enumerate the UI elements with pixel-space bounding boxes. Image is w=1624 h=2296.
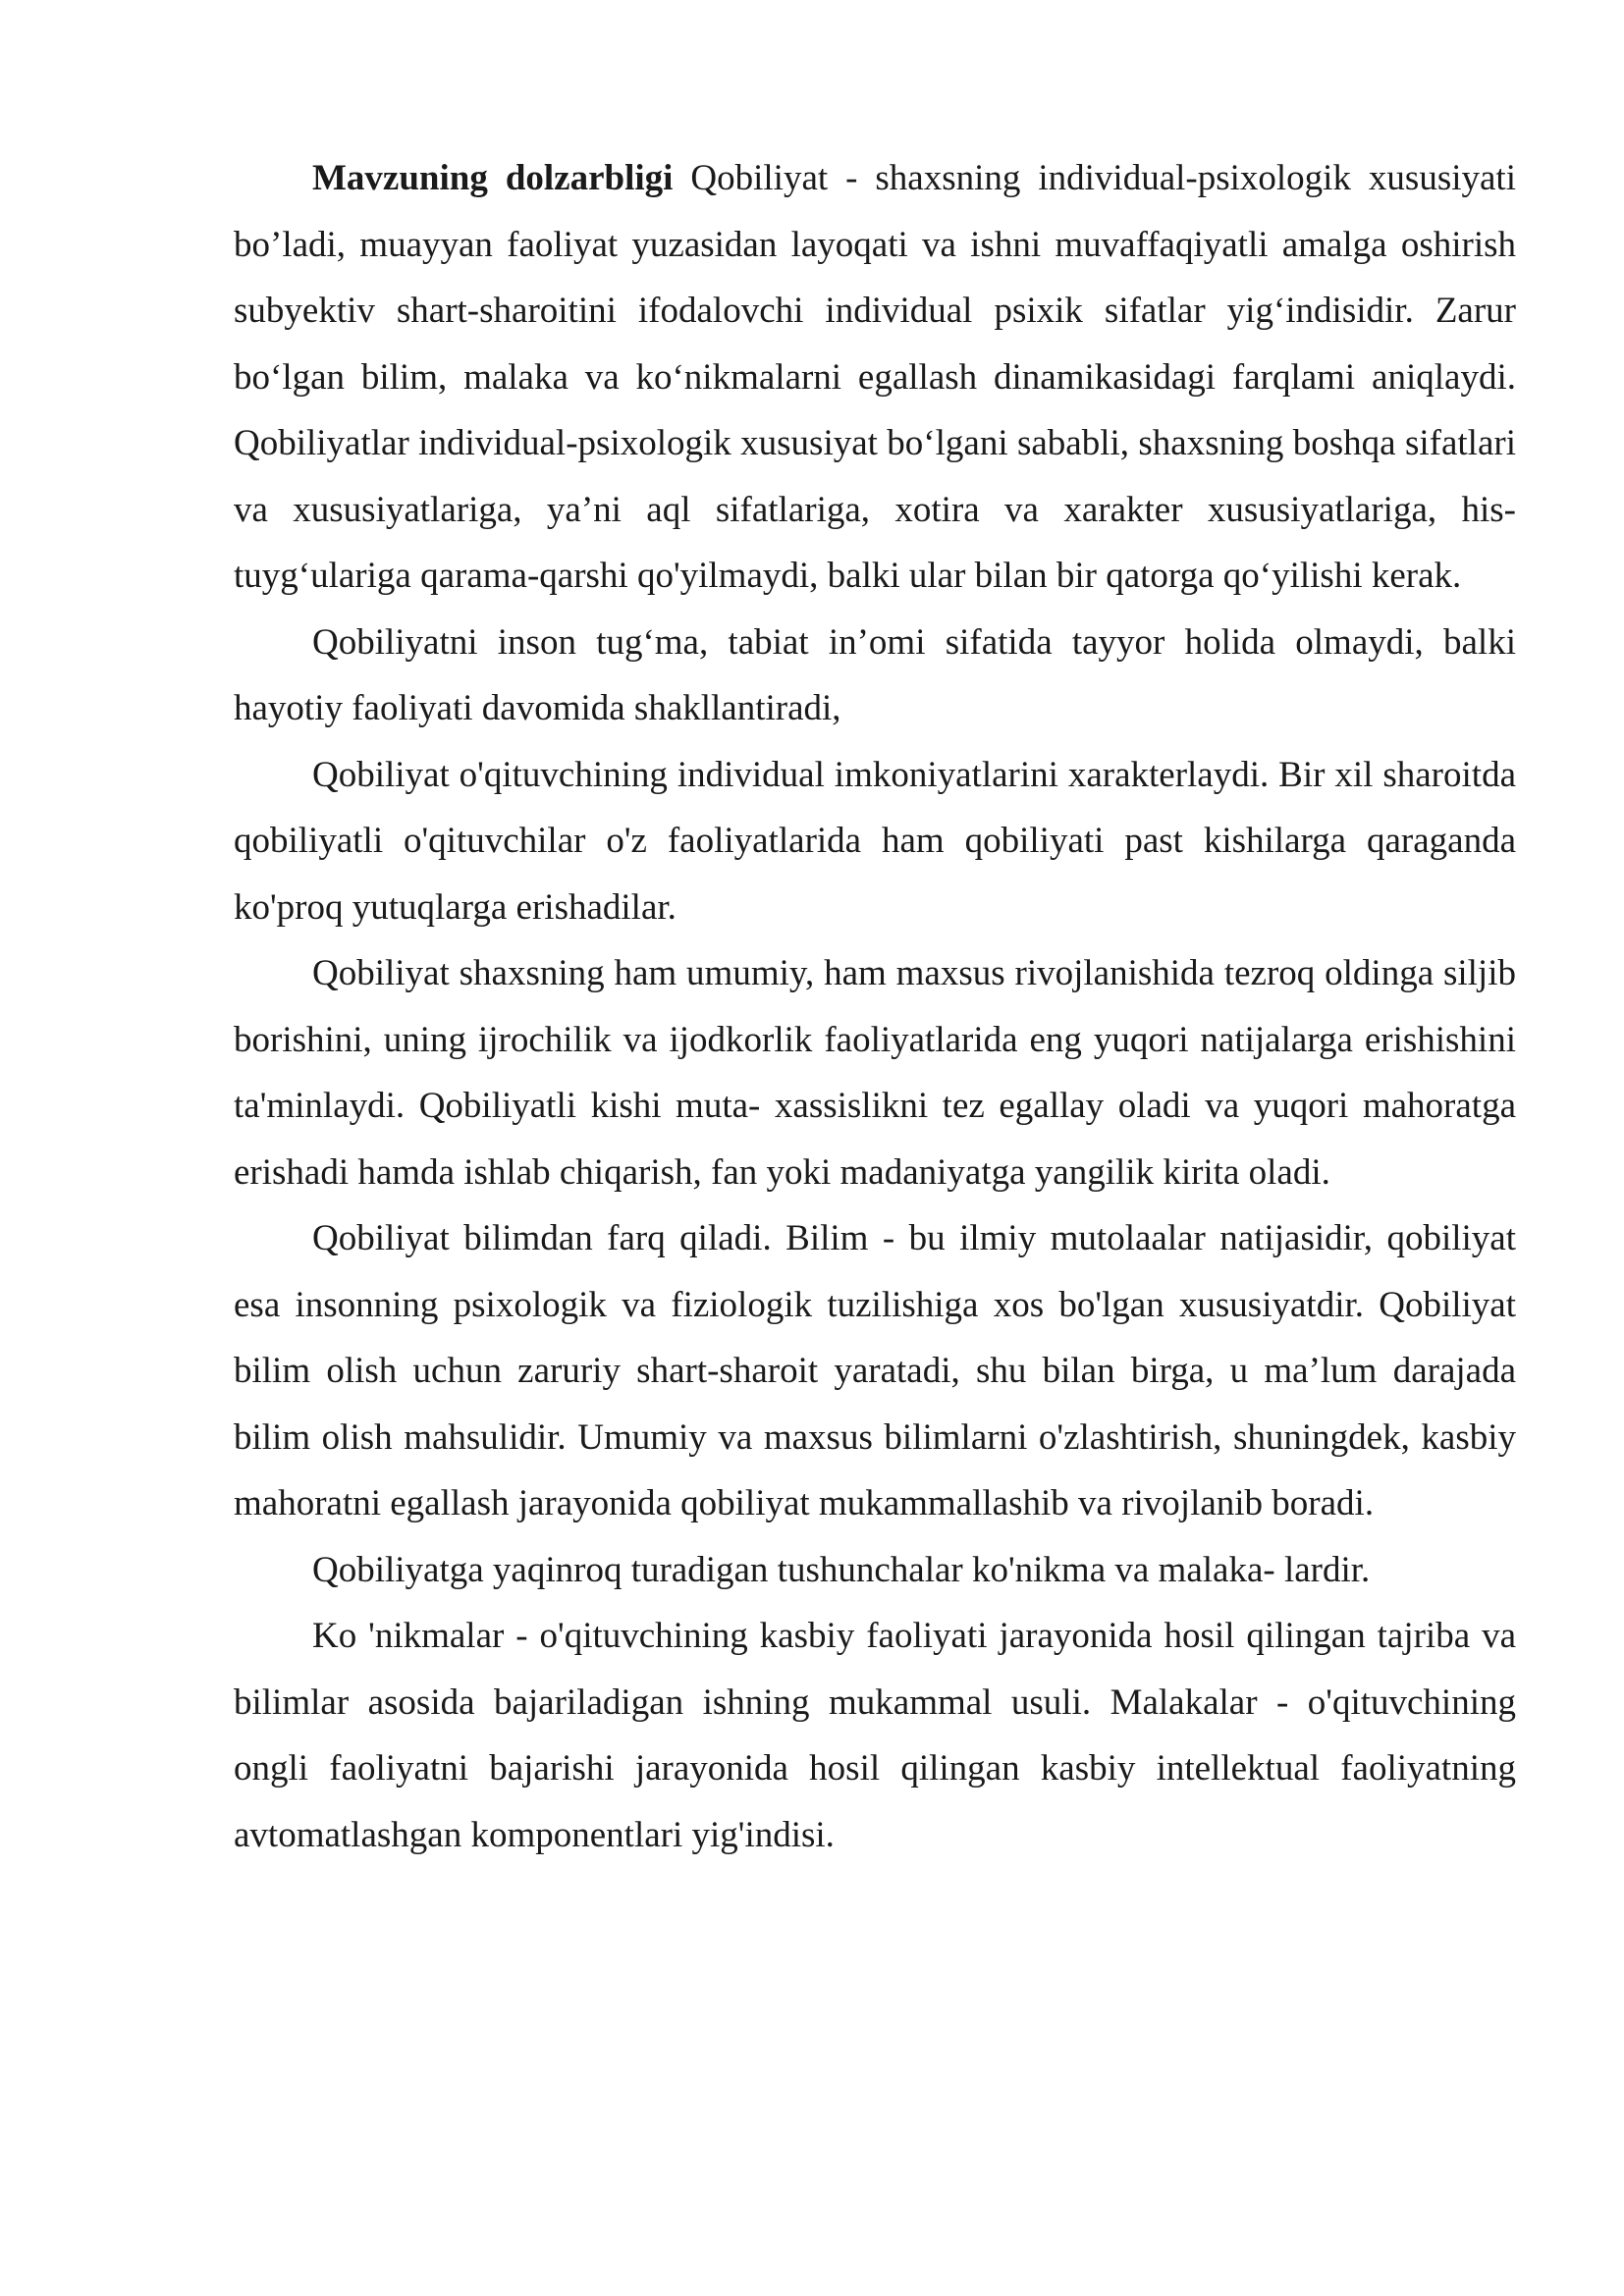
paragraph-teacher-abilities: Qobiliyat o'qituvchining individual imkoniyatlarini xarakterlaydi. Bir xil sharoitda qobiliyatli o'qituvchilar o'z faoliyatlarida ham qobiliyati past kishilarga qaraganda ko'proq yutuqlarga erishadilar. [234,754,1516,928]
paragraph-related-concepts: Qobiliyatga yaqinroq turadigan tushunchalar ko'nikma va malaka- lardir. [312,1549,1371,1590]
document-page [234,145,1516,1868]
paragraph-innate: Qobiliyatni inson tug‘ma, tabiat in’omi sifatida tayyor holida olmaydi, balki hayotiy faoliyati davomida shakllantiradi, [234,621,1516,728]
paragraph-development: Qobiliyat shaxsning ham umumiy, ham maxsus rivojlanishida tezroq oldinga siljib borishini, uning ijrochilik va ijodkorlik faoliyatlarida eng yuqori natijalarga erishishini ta'minlaydi. Qobiliyatli kishi muta- xassislikni tez egallay oladi va yuqori mahoratga erishadi hamda ishlab chiqarish, fan yoki madaniyatga yangilik kirita oladi. [234,953,1516,1193]
intro-paragraph [234,145,1516,610]
intro-text: Qobiliyat - shaxsning individual-psixologik xususiyati bo’ladi, muayyan faoliyat yuzasidan layoqati va ishni muvaffaqiyatli amalga oshirish subyektiv shart-sharoitini ifodalovchi individual psixik sifatlar yig‘indisidir. Zarur bo‘lgan bilim, malaka va ko‘nikmalarni egallash dinamikasidagi farqlami aniqlaydi. Qobiliyatlar individual-psixologik xususiyat bo‘lgani sababli, shaxsning boshqa sifatlari va xususiyatlariga, ya’ni aql sifatlariga, xotira va xarakter xususiyatlariga, his-tuyg‘ulariga qarama-qarshi qo'yilmaydi, balki ular bilan bir qatorga qo‘yilishi kerak. [234,158,1516,596]
paragraph-knowledge: Qobiliyat bilimdan farq qiladi. Bilim - bu ilmiy mutolaalar natijasidir, qobiliyat esa insonning psixologik va fiziologik tuzilishiga xos bo'lgan xususiyatdir. Qobiliyat bilim olish uchun zaruriy shart-sharoit yaratadi, shu bilan birga, u ma’lum darajada bilim olish mahsulidir. Umumiy va maxsus bilimlarni o'zlashtirish, shuningdek, kasbiy mahoratni egallash jarayonida qobiliyat mukammallashib va rivojlanib boradi. [234,1218,1516,1523]
paragraph-skills: Ko 'nikmalar - o'qituvchining kasbiy faoliyati jarayonida hosil qilingan tajriba va bilimlar asosida bajariladigan ishning mukammal usuli. Malakalar - o'qituvchining ongli faoliyatni bajarishi jarayonida hosil qilingan kasbiy intellektual faoliyatning avtomatlashgan komponentlari yig'indisi. [234,1616,1516,1855]
lead-title: Mavzuning dolzarbligi [312,158,674,198]
